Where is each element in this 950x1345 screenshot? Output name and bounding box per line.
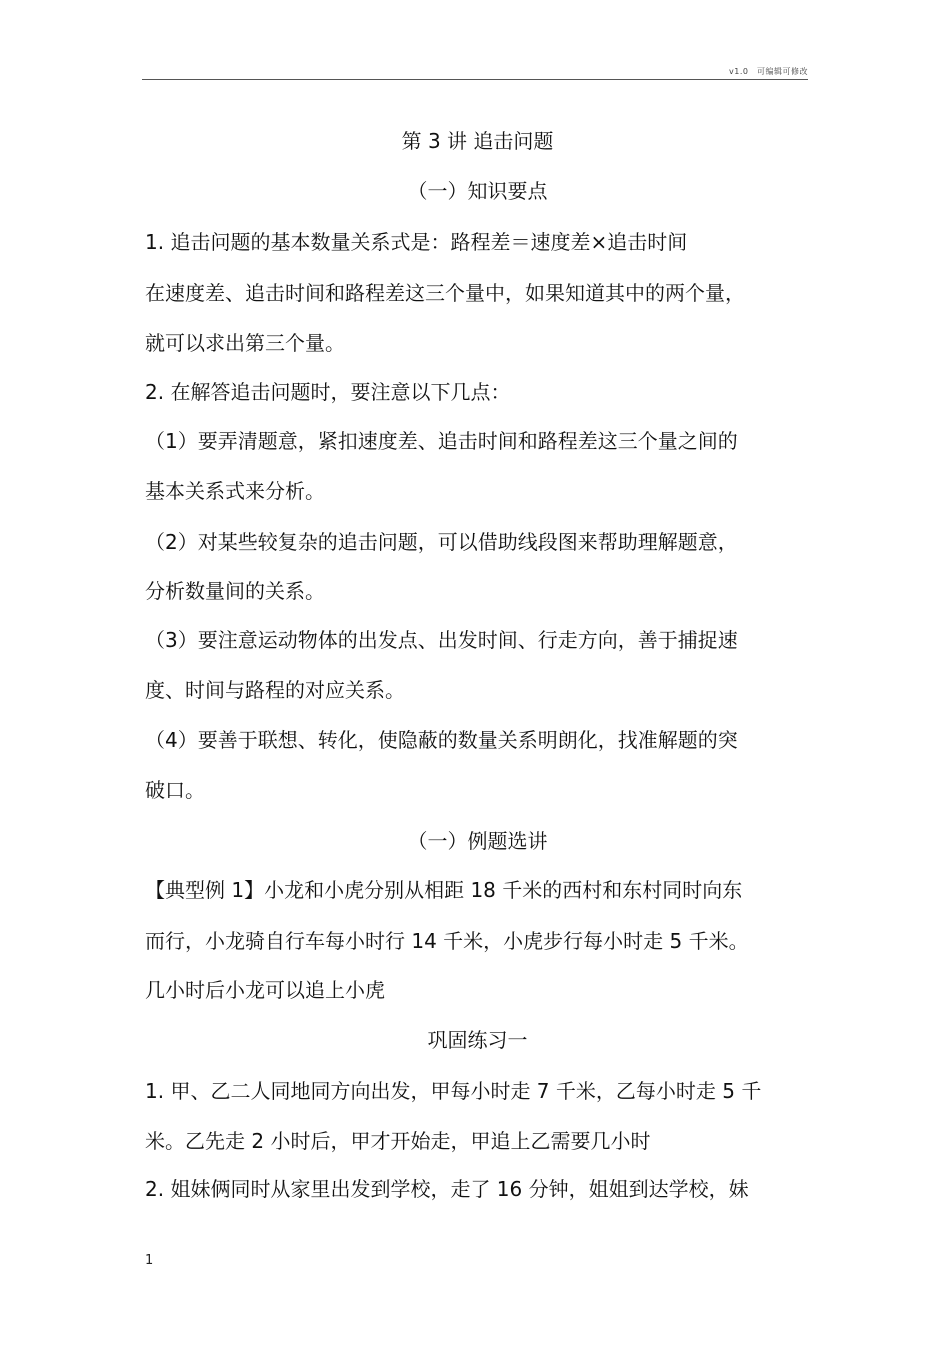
example-line: 几小时后小龙可以追上小虎 (145, 978, 385, 1002)
paragraph-line: 基本关系式来分析。 (145, 479, 325, 503)
paragraph-line: 就可以求出第三个量。 (145, 331, 345, 355)
paragraph-line: 1. 追击问题的基本数量关系式是：路程差＝速度差×追击时间 (145, 230, 688, 254)
example-line: 【典型例 1】小龙和小虎分别从相距 18 千米的西村和东村同时向东 (145, 878, 743, 902)
page-number: 1 (145, 1253, 154, 1268)
paragraph-line: （3）要注意运动物体的出发点、出发时间、行走方向，善于捕捉速 (145, 628, 738, 652)
example-line: 而行，小龙骑自行车每小时行 14 千米，小虎步行每小时走 5 千米。 (145, 929, 749, 953)
paragraph-line: （1）要弄清题意，紧扣速度差、追击时间和路程差这三个量之间的 (145, 429, 738, 453)
paragraph-line: （4）要善于联想、转化，使隐蔽的数量关系明朗化，找准解题的突 (145, 728, 738, 752)
header-rule (142, 79, 808, 80)
paragraph-line: （2）对某些较复杂的追击问题，可以借助线段图来帮助理解题意， (145, 530, 738, 554)
paragraph-line: 破口。 (145, 778, 205, 802)
header-version-label: v1.0 可编辑可修改 (729, 67, 808, 76)
paragraph-line: 分析数量间的关系。 (145, 579, 325, 603)
practice-line: 米。乙先走 2 小时后，甲才开始走，甲追上乙需要几小时 (145, 1129, 651, 1153)
section-heading-knowledge: （一）知识要点 (407, 179, 548, 203)
paragraph-line: 度、时间与路程的对应关系。 (145, 678, 405, 702)
section-heading-practice: 巩固练习一 (427, 1028, 528, 1052)
paragraph-line: 2. 在解答追击问题时，要注意以下几点： (145, 380, 511, 404)
section-heading-examples: （一）例题选讲 (407, 829, 548, 853)
practice-line: 2. 姐妹俩同时从家里出发到学校，走了 16 分钟，姐姐到达学校，妹 (145, 1177, 749, 1201)
page-title: 第 3 讲 追击问题 (401, 129, 554, 153)
paragraph-line: 在速度差、追击时间和路程差这三个量中，如果知道其中的两个量， (145, 281, 745, 305)
practice-line: 1. 甲、乙二人同地同方向出发，甲每小时走 7 千米，乙每小时走 5 千 (145, 1079, 762, 1103)
